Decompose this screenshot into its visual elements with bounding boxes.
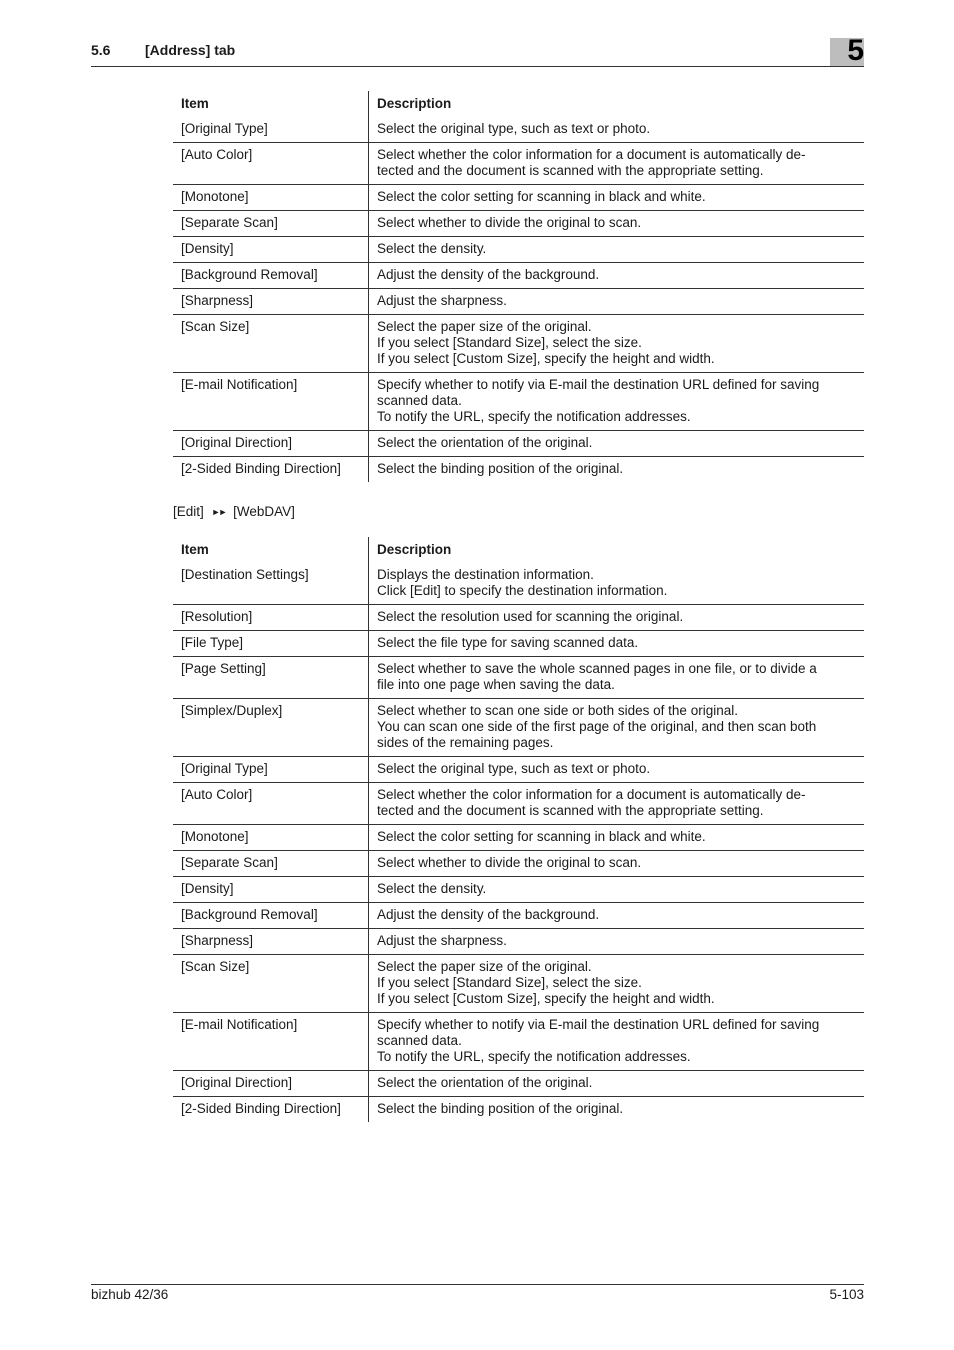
table-row bbox=[173, 185, 864, 211]
table-row bbox=[173, 699, 864, 757]
description-cell: Select the density. bbox=[377, 881, 487, 896]
item-cell: [Auto Color] bbox=[173, 143, 369, 185]
description-cell: Specify whether to notify via E-mail the destination URL defined for saving scanned data. To notify the URL, specify the notification addresses. bbox=[377, 377, 820, 424]
item-cell: [Scan Size] bbox=[173, 315, 369, 373]
item-cell: [Original Type] bbox=[173, 757, 369, 783]
item-cell: [Original Direction] bbox=[173, 1071, 369, 1097]
item-cell: [File Type] bbox=[173, 631, 369, 657]
table-row bbox=[173, 211, 864, 237]
description-cell: Select the orientation of the original. bbox=[377, 1075, 593, 1090]
table-row bbox=[173, 851, 864, 877]
description-cell: Adjust the sharpness. bbox=[377, 293, 507, 308]
chapter-tab bbox=[830, 34, 864, 67]
table-row bbox=[173, 117, 864, 143]
item-cell: [Monotone] bbox=[173, 825, 369, 851]
breadcrumb-edit: [Edit] bbox=[173, 504, 204, 519]
table-row bbox=[173, 1097, 864, 1123]
webdav-settings-table bbox=[173, 537, 864, 1122]
table-row bbox=[173, 289, 864, 315]
table-row bbox=[173, 903, 864, 929]
section-number: 5.6 bbox=[91, 42, 111, 58]
description-cell: Select the density. bbox=[377, 241, 487, 256]
address-settings-table bbox=[173, 91, 864, 482]
description-cell: Select whether to divide the original to scan. bbox=[377, 855, 642, 870]
table-row bbox=[173, 877, 864, 903]
description-cell: Select the color setting for scanning in black and white. bbox=[377, 189, 706, 204]
description-cell: Specify whether to notify via E-mail the destination URL defined for saving scanned data. To notify the URL, specify the notification addresses. bbox=[377, 1017, 820, 1064]
description-cell: Select whether to divide the original to scan. bbox=[377, 215, 642, 230]
description-cell: Select the original type, such as text or photo. bbox=[377, 761, 651, 776]
item-cell: [Background Removal] bbox=[173, 263, 369, 289]
item-cell: [Separate Scan] bbox=[173, 851, 369, 877]
description-cell: Select whether to save the whole scanned pages in one file, or to divide a file into one page when saving the data. bbox=[377, 661, 817, 692]
column-header-item: Item bbox=[173, 91, 369, 117]
table-row bbox=[173, 263, 864, 289]
item-cell: [Monotone] bbox=[173, 185, 369, 211]
item-cell: [2-Sided Binding Direction] bbox=[173, 457, 369, 483]
description-cell: Select whether the color information for a document is automatically de- tected and the document is scanned with the appropriate setting. bbox=[377, 147, 806, 178]
item-cell: [Original Direction] bbox=[173, 431, 369, 457]
page-footer bbox=[91, 1284, 864, 1302]
item-cell: [Density] bbox=[173, 237, 369, 263]
product-model: bizhub 42/36 bbox=[91, 1287, 169, 1302]
description-cell: Select whether to scan one side or both sides of the original. You can scan one side of the first page of the original, and then scan both sides of the remaining pages. bbox=[377, 703, 817, 750]
item-cell: [Sharpness] bbox=[173, 929, 369, 955]
item-cell: [Simplex/Duplex] bbox=[173, 699, 369, 757]
description-cell: Select the binding position of the original. bbox=[377, 1101, 624, 1116]
item-cell: [Density] bbox=[173, 877, 369, 903]
item-cell: [Sharpness] bbox=[173, 289, 369, 315]
table-row bbox=[173, 757, 864, 783]
table-row bbox=[173, 825, 864, 851]
page-number: 5-103 bbox=[829, 1287, 864, 1302]
table-row bbox=[173, 929, 864, 955]
description-cell: Select the color setting for scanning in black and white. bbox=[377, 829, 706, 844]
description-cell: Adjust the density of the background. bbox=[377, 907, 600, 922]
table-row bbox=[173, 783, 864, 825]
table-row bbox=[173, 373, 864, 431]
item-cell: [Scan Size] bbox=[173, 955, 369, 1013]
table-row bbox=[173, 237, 864, 263]
description-cell: Adjust the density of the background. bbox=[377, 267, 600, 282]
description-cell: Select the paper size of the original. If you select [Standard Size], select the size. If you select [Custom Size], specify the height and width. bbox=[377, 319, 715, 366]
breadcrumb-webdav: [WebDAV] bbox=[233, 504, 295, 519]
description-cell: Select whether the color information for a document is automatically de- tected and the document is scanned with the appropriate setting. bbox=[377, 787, 806, 818]
breadcrumb bbox=[173, 504, 295, 519]
table-row bbox=[173, 563, 864, 605]
item-cell: [Auto Color] bbox=[173, 783, 369, 825]
table-header-row bbox=[173, 91, 864, 117]
item-cell: [Background Removal] bbox=[173, 903, 369, 929]
double-arrow-icon: ►► bbox=[211, 507, 226, 517]
description-cell: Select the file type for saving scanned data. bbox=[377, 635, 639, 650]
chapter-number: 5 bbox=[847, 34, 864, 67]
table-row bbox=[173, 605, 864, 631]
table-row bbox=[173, 631, 864, 657]
column-header-item: Item bbox=[173, 537, 369, 563]
description-cell: Select the orientation of the original. bbox=[377, 435, 593, 450]
table-body bbox=[173, 563, 864, 1122]
table-header-row bbox=[173, 537, 864, 563]
description-cell: Select the binding position of the original. bbox=[377, 461, 624, 476]
description-cell: Select the resolution used for scanning the original. bbox=[377, 609, 684, 624]
description-cell: Displays the destination information. Click [Edit] to specify the destination information. bbox=[377, 567, 668, 598]
column-header-description: Description bbox=[377, 542, 452, 557]
item-cell: [Page Setting] bbox=[173, 657, 369, 699]
description-cell: Select the original type, such as text or photo. bbox=[377, 121, 651, 136]
table-row bbox=[173, 1013, 864, 1071]
section-title: [Address] tab bbox=[145, 42, 236, 58]
table-body bbox=[173, 117, 864, 482]
table-row bbox=[173, 315, 864, 373]
page-header bbox=[91, 34, 864, 67]
description-cell: Select the paper size of the original. If you select [Standard Size], select the size. If you select [Custom Size], specify the height and width. bbox=[377, 959, 715, 1006]
item-cell: [Resolution] bbox=[173, 605, 369, 631]
table-row bbox=[173, 457, 864, 483]
item-cell: [2-Sided Binding Direction] bbox=[173, 1097, 369, 1123]
table-row bbox=[173, 1071, 864, 1097]
item-cell: [Original Type] bbox=[173, 117, 369, 143]
item-cell: [E-mail Notification] bbox=[173, 1013, 369, 1071]
table-row bbox=[173, 955, 864, 1013]
item-cell: [Separate Scan] bbox=[173, 211, 369, 237]
table-row bbox=[173, 657, 864, 699]
item-cell: [E-mail Notification] bbox=[173, 373, 369, 431]
table-row bbox=[173, 431, 864, 457]
item-cell: [Destination Settings] bbox=[173, 563, 369, 605]
column-header-description: Description bbox=[377, 96, 452, 111]
table-row bbox=[173, 143, 864, 185]
description-cell: Adjust the sharpness. bbox=[377, 933, 507, 948]
